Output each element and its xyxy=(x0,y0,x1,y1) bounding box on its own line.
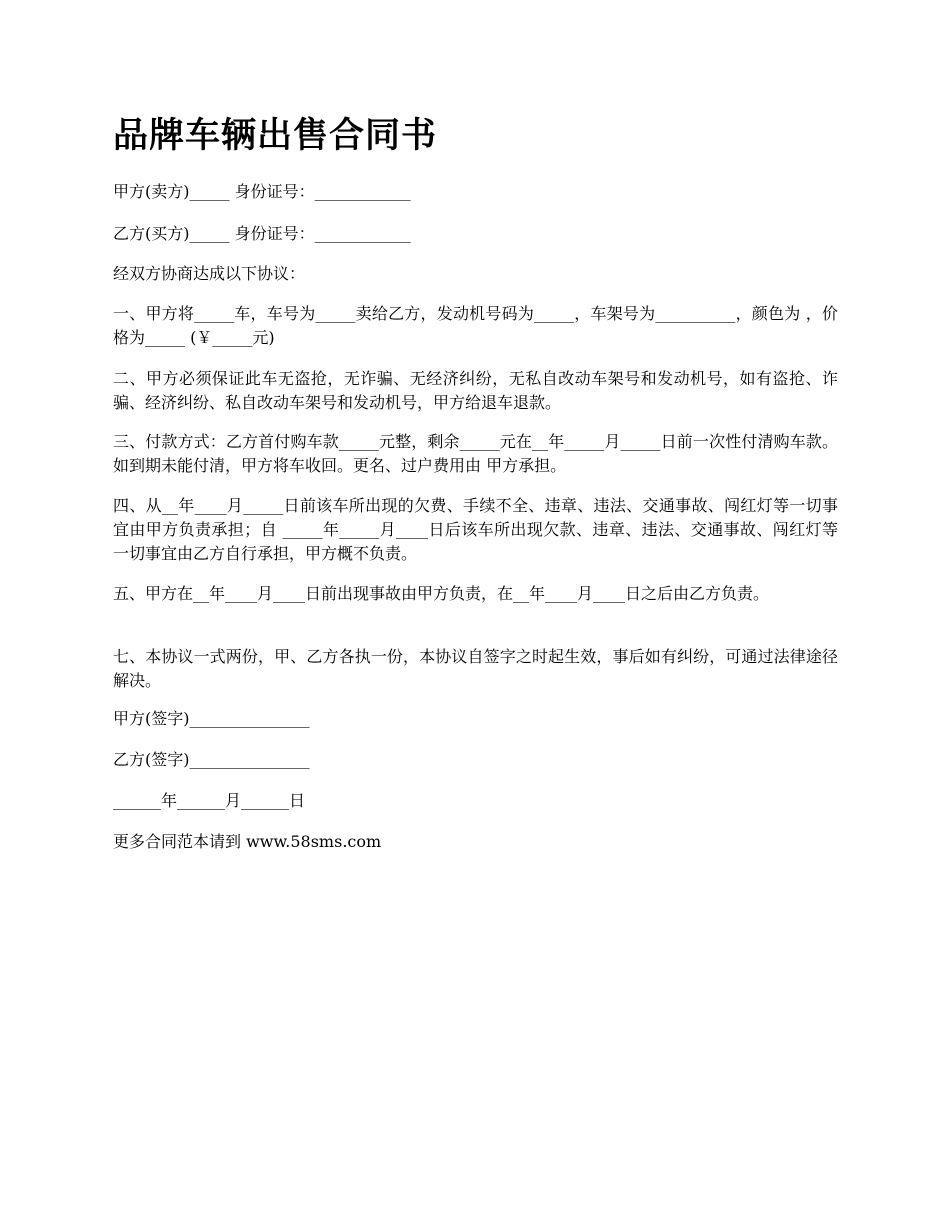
footer-link-text: 更多合同范本请到 www.58sms.com xyxy=(113,832,382,851)
clause-4: 四、从__年____月_____日前该车所出现的欠费、手续不全、违章、违法、交通事故、闯红灯等一切事宜由甲方负责承担；自 _____年_____月____日后该车所出现欠款、违章、违法、交通事故、闯红灯等一切事宜由乙方自行承担，甲方概不负责。 xyxy=(113,496,838,563)
document-title: 品牌车辆出售合同书 xyxy=(113,115,438,156)
date-line: ______年______月______日 xyxy=(113,791,306,810)
clause-3: 三、付款方式：乙方首付购车款_____元整，剩余_____元在__年_____月_____日前一次性付清购车款。如到期未能付清，甲方将车收回。更名、过户费用由 甲方承担。 xyxy=(113,432,838,475)
agreement-intro: 经双方协商达成以下协议： xyxy=(113,264,306,283)
party-a-line: 甲方(卖方)_____ 身份证号：____________ xyxy=(113,182,411,201)
clause-1: 一、甲方将_____车，车号为_____卖给乙方，发动机号码为_____，车架号为__________，颜色为 ，价格为_____ (￥_____元) xyxy=(113,304,838,347)
clause-5: 五、甲方在__年____月____日前出现事故由甲方负责，在__年____月____日之后由乙方负责。 xyxy=(113,584,770,603)
clause-7: 七、本协议一式两份，甲、乙方各执一份，本协议自签字之时起生效，事后如有纠纷，可通过法律途径解决。 xyxy=(113,647,838,690)
clause-2: 二、甲方必须保证此车无盗抢，无诈骗、无经济纠纷，无私自改动车架号和发动机号，如有盗抢、诈骗、经济纠纷、私自改动车架号和发动机号，甲方给退车退款。 xyxy=(113,369,838,412)
party-b-line: 乙方(买方)_____ 身份证号：____________ xyxy=(113,224,411,243)
party-b-signature-line: 乙方(签字)_______________ xyxy=(113,750,310,769)
party-a-signature-line: 甲方(签字)_______________ xyxy=(113,709,310,728)
